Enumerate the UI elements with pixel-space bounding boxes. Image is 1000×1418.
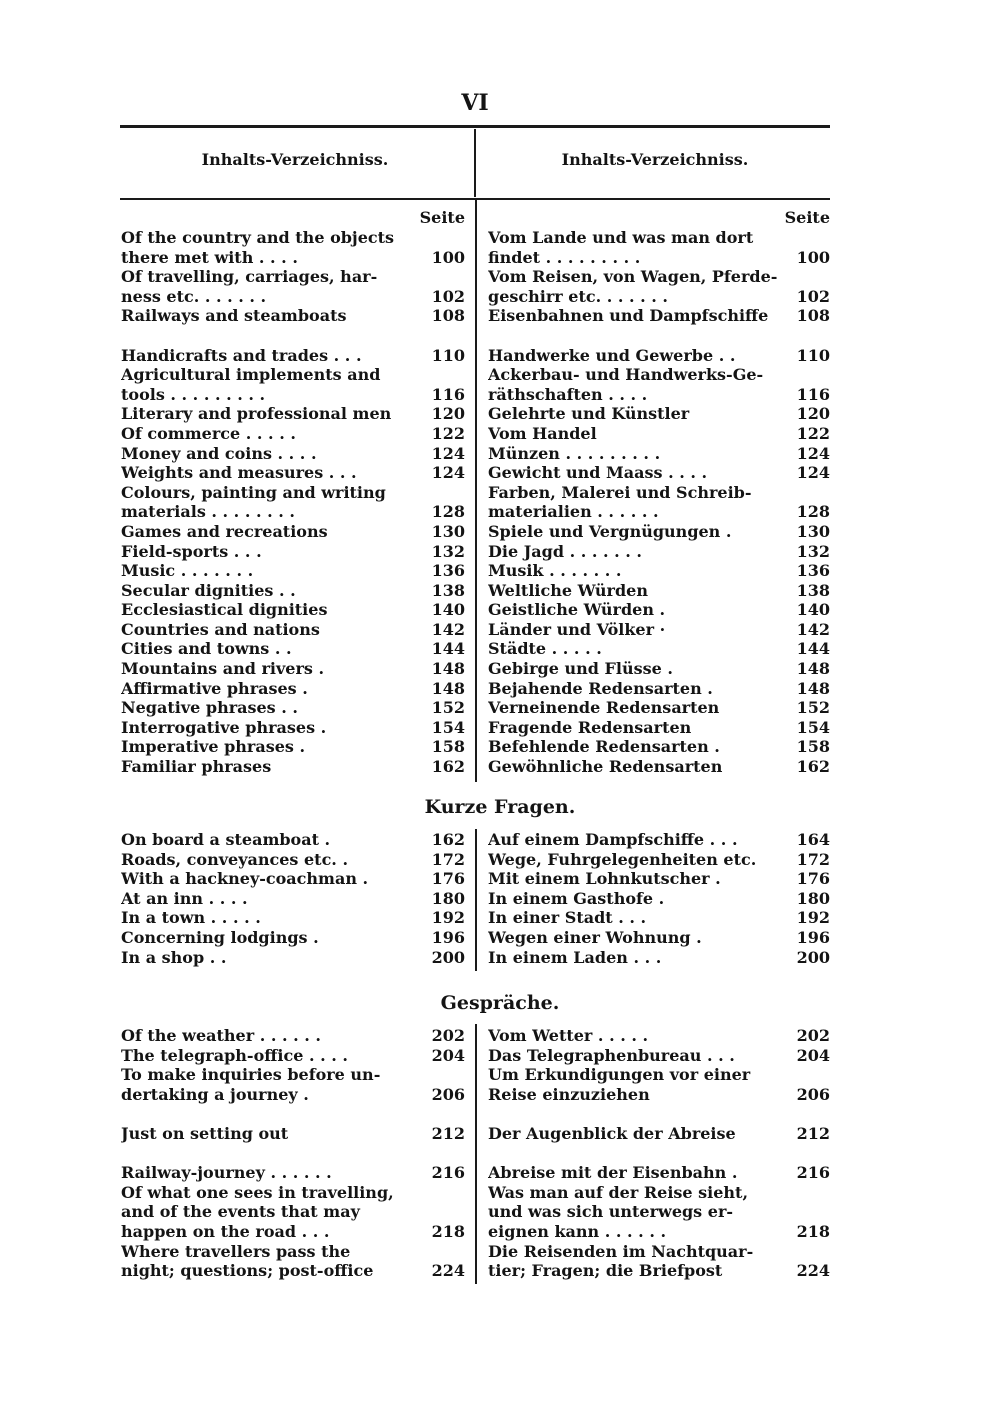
toc-entry-title: Vom Handel bbox=[488, 423, 597, 443]
toc-entry-page: 206 bbox=[796, 1084, 830, 1104]
toc-entry-title: Gewöhnliche Redensarten bbox=[488, 757, 723, 777]
toc-entry-page: 212 bbox=[796, 1123, 830, 1143]
toc-entry bbox=[121, 850, 465, 870]
part3-left-column bbox=[121, 1026, 465, 1281]
toc-entry bbox=[121, 483, 465, 522]
toc-entry bbox=[121, 948, 465, 968]
toc-entry-title: Das Telegraphenbureau . . . bbox=[488, 1045, 735, 1065]
toc-entry-title: Literary and professional men bbox=[121, 404, 392, 424]
toc-entry-page: 180 bbox=[796, 888, 830, 908]
toc-entry bbox=[488, 948, 830, 968]
spacer bbox=[488, 1104, 830, 1124]
toc-entry-title: Musik . . . . . . . bbox=[488, 561, 622, 581]
toc-entry-title: Die Jagd . . . . . . . bbox=[488, 541, 642, 561]
toc-entry bbox=[488, 561, 830, 581]
header-divider bbox=[474, 129, 476, 197]
part3-divider bbox=[475, 1024, 477, 1284]
toc-entry bbox=[488, 620, 830, 640]
toc-entry bbox=[488, 679, 830, 699]
toc-entry bbox=[121, 830, 465, 850]
toc-entry-title: Just on setting out bbox=[121, 1123, 289, 1143]
toc-entry-title: Städte . . . . . bbox=[488, 639, 602, 659]
toc-entry-page: 120 bbox=[431, 404, 465, 424]
toc-entry bbox=[121, 1163, 465, 1183]
toc-entry bbox=[121, 620, 465, 640]
toc-entry bbox=[488, 404, 830, 424]
toc-entry-title: Weltliche Würden bbox=[488, 580, 648, 600]
spacer bbox=[121, 1104, 465, 1124]
toc-entry bbox=[488, 1183, 830, 1242]
toc-entry-page: 124 bbox=[796, 443, 830, 463]
toc-entry-page: 154 bbox=[431, 717, 465, 737]
toc-entry-page: 140 bbox=[796, 600, 830, 620]
toc-entry-title: At an inn . . . . bbox=[121, 888, 248, 908]
toc-entry-title: The telegraph-office . . . . bbox=[121, 1045, 348, 1065]
toc-entry-page: 164 bbox=[796, 830, 830, 849]
toc-entry-page: 138 bbox=[431, 580, 465, 600]
section-title-kurze-fragen: Kurze Fragen. bbox=[424, 796, 576, 818]
toc-entry bbox=[121, 463, 465, 483]
toc-entry-title: Was man auf der Reise sieht, und was sich unterwegs er- eignen kann . . . . . . bbox=[488, 1182, 749, 1241]
toc-entry bbox=[488, 908, 830, 928]
toc-entry-title: Farben, Malerei und Schreib- materialien . . . . . . bbox=[488, 482, 752, 522]
toc-entry-page: 110 bbox=[431, 345, 465, 365]
toc-entry bbox=[121, 1046, 465, 1066]
toc-entry-page: 110 bbox=[796, 345, 830, 365]
spacer bbox=[121, 326, 465, 346]
toc-entry-page: 192 bbox=[796, 908, 830, 928]
toc-entry-page: 172 bbox=[796, 849, 830, 869]
toc-entry-page: 152 bbox=[431, 698, 465, 718]
toc-entry-page: 142 bbox=[431, 619, 465, 639]
toc-entry-page: 192 bbox=[431, 908, 465, 928]
top-rule bbox=[120, 125, 830, 128]
toc-entry-page: 224 bbox=[796, 1261, 830, 1281]
toc-entry-page: 204 bbox=[431, 1045, 465, 1065]
toc-entry-title: Auf einem Dampfschiffe . . . bbox=[488, 830, 738, 849]
toc-entry-page: 124 bbox=[431, 443, 465, 463]
toc-entry-page: 132 bbox=[431, 541, 465, 561]
toc-entry bbox=[121, 542, 465, 562]
toc-entry-title: Gewicht und Maass . . . . bbox=[488, 463, 708, 483]
toc-entry-title: Fragende Redensarten bbox=[488, 717, 692, 737]
toc-entry bbox=[488, 1242, 830, 1281]
toc-list bbox=[121, 228, 465, 777]
toc-entry-page: 128 bbox=[796, 502, 830, 522]
part2-left-column bbox=[121, 830, 465, 967]
toc-entry-page: 148 bbox=[796, 659, 830, 679]
toc-entry-page: 200 bbox=[796, 947, 830, 967]
toc-entry-title: Of what one sees in travelling, and of the events that may happen on the road . . . bbox=[121, 1182, 394, 1241]
toc-entry bbox=[488, 306, 830, 326]
toc-entry-title: Gebirge und Flüsse . bbox=[488, 659, 673, 679]
toc-entry-title: Wege, Fuhrgelegenheiten etc. bbox=[488, 849, 757, 869]
toc-list bbox=[488, 1026, 830, 1281]
toc-entry bbox=[488, 757, 830, 777]
toc-entry-page: 130 bbox=[796, 521, 830, 541]
toc-list bbox=[121, 830, 465, 967]
toc-entry-title: Wegen einer Wohnung . bbox=[488, 927, 702, 947]
toc-entry bbox=[488, 1065, 830, 1104]
part2-divider bbox=[475, 829, 477, 971]
toc-entry-page: 122 bbox=[431, 423, 465, 443]
toc-entry-title: Bejahende Redensarten . bbox=[488, 678, 713, 698]
toc-entry-page: 206 bbox=[431, 1084, 465, 1104]
toc-entry bbox=[488, 1124, 830, 1144]
toc-list bbox=[488, 830, 830, 967]
toc-entry bbox=[121, 600, 465, 620]
toc-entry-title: Railway-journey . . . . . . bbox=[121, 1163, 332, 1183]
toc-entry bbox=[488, 659, 830, 679]
toc-entry bbox=[121, 561, 465, 581]
toc-entry-page: 102 bbox=[796, 286, 830, 306]
toc-entry-title: Mountains and rivers . bbox=[121, 659, 325, 679]
toc-entry-title: Where travellers pass the night; questions; post-office bbox=[121, 1241, 374, 1281]
toc-entry bbox=[488, 424, 830, 444]
toc-entry bbox=[121, 928, 465, 948]
toc-entry-title: Länder und Völker · bbox=[488, 619, 666, 639]
toc-entry-page: 100 bbox=[431, 247, 465, 267]
toc-entry-title: Spiele und Vergnügungen . bbox=[488, 521, 732, 541]
toc-entry bbox=[488, 850, 830, 870]
toc-entry bbox=[488, 928, 830, 948]
toc-entry-page: 162 bbox=[796, 757, 830, 777]
part1-right-column bbox=[488, 208, 830, 777]
toc-entry-page: 128 bbox=[431, 502, 465, 522]
toc-entry-page: 102 bbox=[431, 286, 465, 306]
toc-entry-page: 124 bbox=[431, 463, 465, 483]
toc-entry-page: 176 bbox=[796, 869, 830, 889]
toc-entry bbox=[488, 483, 830, 522]
toc-entry-page: 212 bbox=[431, 1123, 465, 1143]
toc-entry bbox=[121, 581, 465, 601]
toc-list bbox=[488, 228, 830, 777]
toc-entry-title: Countries and nations bbox=[121, 619, 320, 639]
toc-entry bbox=[121, 737, 465, 757]
toc-entry-page: 162 bbox=[431, 830, 465, 849]
toc-entry-title: In einer Stadt . . . bbox=[488, 908, 647, 928]
toc-entry bbox=[488, 346, 830, 366]
toc-entry bbox=[121, 1183, 465, 1242]
toc-entry bbox=[488, 522, 830, 542]
toc-entry bbox=[121, 346, 465, 366]
toc-entry-page: 180 bbox=[431, 888, 465, 908]
toc-entry bbox=[488, 444, 830, 464]
toc-entry-title: Die Reisenden im Nachtquar- tier; Fragen; die Briefpost bbox=[488, 1241, 754, 1281]
toc-entry-title: Weights and measures . . . bbox=[121, 463, 357, 483]
toc-entry-title: Geistliche Würden . bbox=[488, 600, 666, 620]
toc-entry-title: Handwerke und Gewerbe . . bbox=[488, 345, 736, 365]
toc-entry-title: Vom Wetter . . . . . bbox=[488, 1026, 649, 1045]
toc-entry bbox=[121, 522, 465, 542]
toc-entry bbox=[488, 542, 830, 562]
toc-entry-title: Secular dignities . . bbox=[121, 580, 296, 600]
toc-entry-title: Eisenbahnen und Dampfschiffe bbox=[488, 306, 769, 326]
toc-entry-title: Vom Lande und was man dort findet . . . . . . . . . bbox=[488, 228, 754, 267]
toc-entry-title: With a hackney-coachman . bbox=[121, 869, 369, 889]
toc-entry-title: Ackerbau- und Handwerks-Ge- räthschaften . . . . bbox=[488, 365, 764, 404]
toc-entry-title: Verneinende Redensarten bbox=[488, 698, 720, 718]
toc-entry bbox=[121, 1026, 465, 1046]
toc-entry-title: Handicrafts and trades . . . bbox=[121, 345, 362, 365]
toc-entry-page: 108 bbox=[431, 306, 465, 326]
toc-entry-page: 196 bbox=[431, 927, 465, 947]
toc-entry-title: In einem Laden . . . bbox=[488, 947, 662, 967]
toc-entry-title: Ecclesiastical dignities bbox=[121, 600, 328, 620]
toc-entry-title: Of travelling, carriages, har- ness etc. . . . . . . bbox=[121, 267, 378, 306]
toc-entry-title: Of the country and the objects there met with . . . . bbox=[121, 228, 395, 267]
toc-entry-page: 202 bbox=[431, 1026, 465, 1045]
toc-entry bbox=[488, 267, 830, 306]
toc-entry bbox=[121, 718, 465, 738]
toc-entry bbox=[121, 908, 465, 928]
toc-entry bbox=[121, 267, 465, 306]
toc-entry bbox=[488, 718, 830, 738]
toc-entry bbox=[488, 698, 830, 718]
toc-entry bbox=[121, 1242, 465, 1281]
toc-entry-page: 140 bbox=[431, 600, 465, 620]
toc-entry bbox=[121, 365, 465, 404]
toc-entry-page: 224 bbox=[431, 1261, 465, 1281]
toc-entry-title: Vom Reisen, von Wagen, Pferde- geschirr etc. . . . . . . bbox=[488, 267, 778, 306]
toc-entry-title: Railways and steamboats bbox=[121, 306, 347, 326]
toc-entry-title: Agricultural implements and tools . . . . . . . . . bbox=[121, 365, 381, 404]
toc-entry-title: Money and coins . . . . bbox=[121, 443, 317, 463]
toc-entry-title: Negative phrases . . bbox=[121, 698, 298, 718]
toc-entry-title: Colours, painting and writing materials . . . . . . . . bbox=[121, 482, 386, 522]
toc-entry bbox=[488, 463, 830, 483]
toc-entry-page: 136 bbox=[431, 561, 465, 581]
toc-entry-title: Concerning lodgings . bbox=[121, 927, 319, 947]
toc-entry-page: 202 bbox=[796, 1026, 830, 1045]
toc-entry-page: 142 bbox=[796, 619, 830, 639]
page-label-right: Seite bbox=[784, 208, 830, 227]
toc-entry-page: 216 bbox=[796, 1163, 830, 1183]
toc-entry bbox=[121, 306, 465, 326]
toc-entry bbox=[488, 581, 830, 601]
column-heading-left: Inhalts-Verzeichniss. bbox=[201, 150, 389, 169]
toc-entry-title: Abreise mit der Eisenbahn . bbox=[488, 1163, 738, 1183]
toc-entry bbox=[121, 659, 465, 679]
toc-entry-title: Um Erkundigungen vor einer Reise einzuziehen bbox=[488, 1065, 751, 1104]
toc-entry-title: Cities and towns . . bbox=[121, 639, 292, 659]
toc-entry-title: Befehlende Redensarten . bbox=[488, 737, 720, 757]
toc-entry bbox=[488, 365, 830, 404]
toc-entry-title: Imperative phrases . bbox=[121, 737, 306, 757]
toc-entry-page: 196 bbox=[796, 927, 830, 947]
toc-entry-title: Roads, conveyances etc. . bbox=[121, 849, 349, 869]
toc-entry-title: Der Augenblick der Abreise bbox=[488, 1123, 736, 1143]
toc-entry-title: In einem Gasthofe . bbox=[488, 888, 665, 908]
toc-entry-page: 148 bbox=[796, 678, 830, 698]
toc-entry-page: 116 bbox=[431, 384, 465, 404]
toc-list bbox=[121, 1026, 465, 1281]
toc-entry-page: 108 bbox=[796, 306, 830, 326]
toc-entry bbox=[488, 889, 830, 909]
toc-entry-page: 144 bbox=[796, 639, 830, 659]
toc-entry bbox=[121, 757, 465, 777]
toc-entry bbox=[488, 600, 830, 620]
part1-divider bbox=[475, 200, 477, 782]
spacer bbox=[121, 1144, 465, 1164]
toc-entry-page: 176 bbox=[431, 869, 465, 889]
part2-right-column bbox=[488, 830, 830, 967]
toc-entry bbox=[121, 869, 465, 889]
part3-right-column bbox=[488, 1026, 830, 1281]
toc-entry-page: 130 bbox=[431, 521, 465, 541]
toc-entry-page: 120 bbox=[796, 404, 830, 424]
toc-entry bbox=[488, 830, 830, 850]
toc-entry-title: Interrogative phrases . bbox=[121, 717, 327, 737]
toc-entry-page: 158 bbox=[431, 737, 465, 757]
toc-entry bbox=[121, 404, 465, 424]
toc-entry-title: To make inquiries before un- dertaking a journey . bbox=[121, 1065, 381, 1104]
toc-entry-title: In a town . . . . . bbox=[121, 908, 261, 928]
toc-entry-page: 136 bbox=[796, 561, 830, 581]
toc-entry-page: 218 bbox=[431, 1221, 465, 1241]
toc-entry-page: 148 bbox=[431, 659, 465, 679]
toc-entry-page: 144 bbox=[431, 639, 465, 659]
toc-entry-title: Of the weather . . . . . . bbox=[121, 1026, 321, 1045]
toc-entry-title: Münzen . . . . . . . . . bbox=[488, 443, 661, 463]
toc-entry-title: Affirmative phrases . bbox=[121, 678, 308, 698]
page-label-left: Seite bbox=[419, 208, 465, 227]
toc-entry bbox=[488, 228, 830, 267]
toc-entry-title: Field-sports . . . bbox=[121, 541, 262, 561]
column-heading-right: Inhalts-Verzeichniss. bbox=[561, 150, 749, 169]
toc-entry-title: On board a steamboat . bbox=[121, 830, 331, 849]
section-title-gespraeche: Gespräche. bbox=[440, 992, 560, 1014]
spacer bbox=[488, 1144, 830, 1164]
toc-entry bbox=[488, 1163, 830, 1183]
toc-entry bbox=[121, 698, 465, 718]
toc-entry-page: 122 bbox=[796, 423, 830, 443]
toc-entry-page: 154 bbox=[796, 717, 830, 737]
toc-entry-page: 132 bbox=[796, 541, 830, 561]
toc-entry-title: Of commerce . . . . . bbox=[121, 423, 296, 443]
toc-entry-title: Games and recreations bbox=[121, 521, 328, 541]
toc-entry bbox=[121, 444, 465, 464]
toc-entry-page: 204 bbox=[796, 1045, 830, 1065]
toc-entry bbox=[121, 639, 465, 659]
toc-entry-page: 124 bbox=[796, 463, 830, 483]
toc-entry bbox=[488, 1026, 830, 1046]
spacer bbox=[488, 326, 830, 346]
toc-entry-page: 138 bbox=[796, 580, 830, 600]
toc-entry bbox=[121, 1065, 465, 1104]
toc-entry bbox=[488, 869, 830, 889]
toc-entry-page: 158 bbox=[796, 737, 830, 757]
page-number: VI bbox=[461, 90, 489, 116]
toc-entry bbox=[488, 1046, 830, 1066]
toc-entry-page: 152 bbox=[796, 698, 830, 718]
toc-entry bbox=[488, 639, 830, 659]
toc-entry bbox=[121, 679, 465, 699]
toc-entry-title: In a shop . . bbox=[121, 947, 227, 967]
toc-entry-page: 116 bbox=[796, 384, 830, 404]
part1-left-column bbox=[121, 208, 465, 777]
toc-entry bbox=[121, 424, 465, 444]
toc-entry-title: Gelehrte und Künstler bbox=[488, 404, 690, 424]
toc-entry-page: 100 bbox=[796, 247, 830, 267]
toc-entry-page: 218 bbox=[796, 1221, 830, 1241]
toc-entry-page: 162 bbox=[431, 757, 465, 777]
toc-entry bbox=[488, 737, 830, 757]
toc-entry-page: 148 bbox=[431, 678, 465, 698]
toc-entry-page: 172 bbox=[431, 849, 465, 869]
toc-entry-page: 216 bbox=[431, 1163, 465, 1183]
toc-entry-title: Music . . . . . . . bbox=[121, 561, 254, 581]
toc-entry bbox=[121, 1124, 465, 1144]
toc-entry bbox=[121, 228, 465, 267]
toc-entry bbox=[121, 889, 465, 909]
toc-entry-title: Familiar phrases bbox=[121, 757, 272, 777]
toc-entry-page: 200 bbox=[431, 947, 465, 967]
toc-entry-title: Mit einem Lohnkutscher . bbox=[488, 869, 721, 889]
